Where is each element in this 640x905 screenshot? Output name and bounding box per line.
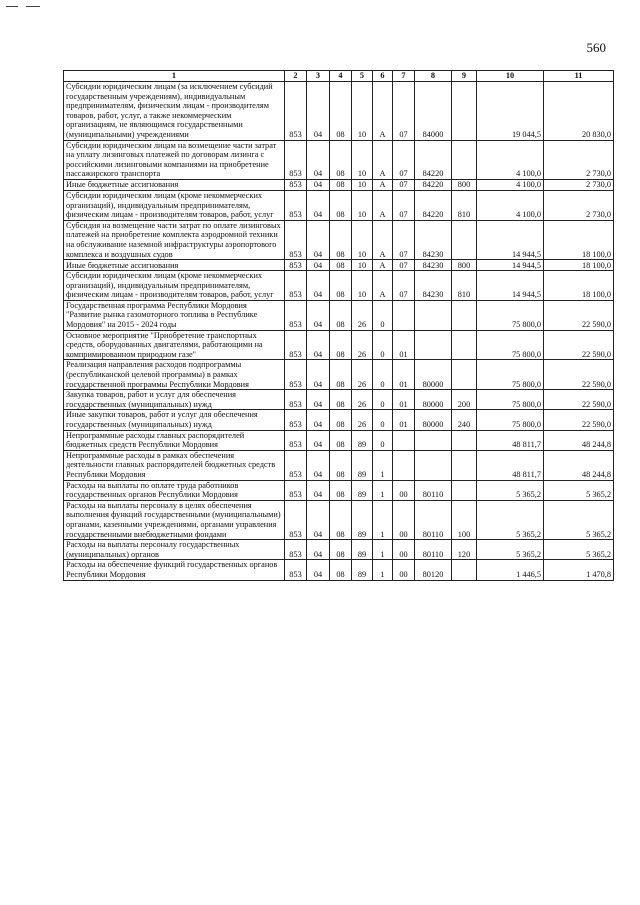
code-direction: 80000 <box>415 360 452 390</box>
code-program: 26 <box>352 410 373 430</box>
scan-mark <box>26 6 40 7</box>
code-direction: 84220 <box>415 190 452 220</box>
code-subprogram: 1 <box>373 560 393 580</box>
table-row <box>64 360 614 390</box>
amount-col-10: 4 100,0 <box>477 140 544 179</box>
code-expense-type <box>452 220 477 259</box>
amount-col-10: 75 800,0 <box>477 410 544 430</box>
table-row <box>64 220 614 259</box>
column-header: 7 <box>393 71 415 82</box>
code-ministry: 853 <box>285 260 307 271</box>
column-header: 5 <box>352 71 373 82</box>
amount-col-10: 14 944,5 <box>477 271 544 301</box>
amount-col-11: 18 100,0 <box>544 271 614 301</box>
code-expense-type: 120 <box>452 540 477 560</box>
column-header: 2 <box>285 71 307 82</box>
code-subprogram: 0 <box>373 300 393 330</box>
amount-col-10: 5 365,2 <box>477 540 544 560</box>
code-expense-type <box>452 450 477 480</box>
code-ministry: 853 <box>285 140 307 179</box>
amount-col-11: 5 365,2 <box>544 480 614 500</box>
row-description: Расходы на обеспечение функций государственных органов Республики Мордовия <box>64 560 285 580</box>
table-row <box>64 450 614 480</box>
amount-col-11: 48 244,8 <box>544 430 614 450</box>
code-program: 10 <box>352 260 373 271</box>
code-expense-type: 810 <box>452 190 477 220</box>
code-subsection: 08 <box>330 271 352 301</box>
table-row <box>64 430 614 450</box>
code-subprogram: А <box>373 140 393 179</box>
code-ministry: 853 <box>285 430 307 450</box>
row-description: Субсидии юридическим лицам (кроме некоммерческих организаций), индивидуальным предпринимателям, физическим лицам - производителям товаров, работ, услуг <box>64 190 285 220</box>
code-ministry: 853 <box>285 390 307 410</box>
code-section: 04 <box>307 450 330 480</box>
code-section: 04 <box>307 220 330 259</box>
code-section: 04 <box>307 271 330 301</box>
amount-col-11: 1 470,8 <box>544 560 614 580</box>
code-event: 07 <box>393 179 415 190</box>
code-expense-type <box>452 330 477 360</box>
amount-col-11: 5 365,2 <box>544 540 614 560</box>
amount-col-11: 22 590,0 <box>544 330 614 360</box>
row-description: Иные бюджетные ассигнования <box>64 179 285 190</box>
code-event <box>393 300 415 330</box>
code-subsection: 08 <box>330 190 352 220</box>
code-subsection: 08 <box>330 220 352 259</box>
column-header: 8 <box>415 71 452 82</box>
code-event: 00 <box>393 540 415 560</box>
code-event: 00 <box>393 480 415 500</box>
code-event: 07 <box>393 190 415 220</box>
code-program: 10 <box>352 271 373 301</box>
column-header: 10 <box>477 71 544 82</box>
code-expense-type: 800 <box>452 179 477 190</box>
table-row <box>64 540 614 560</box>
code-event: 01 <box>393 390 415 410</box>
code-ministry: 853 <box>285 450 307 480</box>
code-ministry: 853 <box>285 300 307 330</box>
code-expense-type <box>452 430 477 450</box>
code-program: 89 <box>352 450 373 480</box>
code-subprogram: А <box>373 220 393 259</box>
table-row <box>64 500 614 539</box>
code-subsection: 08 <box>330 360 352 390</box>
code-subsection: 08 <box>330 560 352 580</box>
code-ministry: 853 <box>285 410 307 430</box>
code-direction: 84230 <box>415 260 452 271</box>
code-section: 04 <box>307 500 330 539</box>
code-subprogram: А <box>373 260 393 271</box>
page-number: 560 <box>586 40 606 55</box>
code-subprogram: 0 <box>373 390 393 410</box>
amount-col-10: 48 811,7 <box>477 450 544 480</box>
code-expense-type <box>452 560 477 580</box>
amount-col-11: 22 590,0 <box>544 410 614 430</box>
table-row <box>64 560 614 580</box>
code-ministry: 853 <box>285 480 307 500</box>
amount-col-11: 2 730,0 <box>544 179 614 190</box>
table-row <box>64 190 614 220</box>
code-direction: 80120 <box>415 560 452 580</box>
amount-col-11: 2 730,0 <box>544 140 614 179</box>
code-ministry: 853 <box>285 271 307 301</box>
code-section: 04 <box>307 430 330 450</box>
code-section: 04 <box>307 330 330 360</box>
code-program: 89 <box>352 560 373 580</box>
code-subsection: 08 <box>330 82 352 141</box>
amount-col-10: 4 100,0 <box>477 190 544 220</box>
amount-col-10: 48 811,7 <box>477 430 544 450</box>
amount-col-10: 19 044,5 <box>477 82 544 141</box>
code-ministry: 853 <box>285 560 307 580</box>
amount-col-10: 4 100,0 <box>477 179 544 190</box>
code-ministry: 853 <box>285 360 307 390</box>
code-expense-type <box>452 140 477 179</box>
code-event <box>393 450 415 480</box>
amount-col-10: 75 800,0 <box>477 330 544 360</box>
amount-col-10: 14 944,5 <box>477 220 544 259</box>
table-row <box>64 390 614 410</box>
amount-col-10: 5 365,2 <box>477 480 544 500</box>
code-event: 00 <box>393 500 415 539</box>
code-expense-type: 800 <box>452 260 477 271</box>
code-subprogram: 1 <box>373 540 393 560</box>
code-subsection: 08 <box>330 390 352 410</box>
amount-col-10: 75 800,0 <box>477 390 544 410</box>
code-subsection: 08 <box>330 500 352 539</box>
code-expense-type: 240 <box>452 410 477 430</box>
code-subprogram: 1 <box>373 480 393 500</box>
code-section: 04 <box>307 410 330 430</box>
code-program: 10 <box>352 220 373 259</box>
code-direction: 84220 <box>415 140 452 179</box>
table-row <box>64 410 614 430</box>
code-subsection: 08 <box>330 430 352 450</box>
code-event <box>393 430 415 450</box>
code-ministry: 853 <box>285 540 307 560</box>
header-row <box>64 71 614 82</box>
code-section: 04 <box>307 300 330 330</box>
code-section: 04 <box>307 360 330 390</box>
code-section: 04 <box>307 540 330 560</box>
code-event: 01 <box>393 360 415 390</box>
code-event: 07 <box>393 82 415 141</box>
row-description: Основное мероприятие "Приобретение транспортных средств, оборудованных двигателями, работающими на компримированном природном газе" <box>64 330 285 360</box>
row-description: Расходы на выплаты персоналу в целях обеспечения выполнения функций государственными (муниципальными) органами, казенными учреждениями, органами управления государственными внебюджетными фондами <box>64 500 285 539</box>
code-direction: 84000 <box>415 82 452 141</box>
row-description: Субсидии юридическим лицам (кроме некоммерческих организаций), индивидуальным предпринимателям, физическим лицам - производителям товаров, работ, услуг <box>64 271 285 301</box>
code-program: 26 <box>352 360 373 390</box>
row-description: Субсидии юридическим лицам (за исключением субсидий государственным учреждениям), индивидуальным предпринимателям, физическим лицам - производителям товаров, работ, услуг, а также некоммерческим организациям, не являющимся государственными (муниципальными) учреждениями <box>64 82 285 141</box>
amount-col-11: 2 730,0 <box>544 190 614 220</box>
code-ministry: 853 <box>285 190 307 220</box>
row-description: Субсидия на возмещение части затрат по оплате лизинговых платежей на приобретение комплекта аэродромной техники на обслуживание наземной инфраструктуры аэропортового комплекса и воздушных судов <box>64 220 285 259</box>
code-section: 04 <box>307 179 330 190</box>
code-program: 26 <box>352 390 373 410</box>
code-subsection: 08 <box>330 330 352 360</box>
code-subsection: 08 <box>330 140 352 179</box>
code-direction: 80000 <box>415 410 452 430</box>
row-description: Государственная программа Республики Мордовия "Развитие рынка газомоторного топлива в Республике Мордовия" на 2015 - 2024 годы <box>64 300 285 330</box>
code-event: 07 <box>393 140 415 179</box>
code-expense-type <box>452 300 477 330</box>
code-direction: 80110 <box>415 540 452 560</box>
code-subsection: 08 <box>330 260 352 271</box>
column-header: 3 <box>307 71 330 82</box>
code-section: 04 <box>307 140 330 179</box>
amount-col-10: 75 800,0 <box>477 300 544 330</box>
table-body <box>64 82 614 581</box>
code-program: 26 <box>352 330 373 360</box>
amount-col-11: 22 590,0 <box>544 300 614 330</box>
row-description: Непрограммные расходы главных распорядителей бюджетных средств Республики Мордовия <box>64 430 285 450</box>
code-subprogram: 0 <box>373 410 393 430</box>
table-row <box>64 140 614 179</box>
code-subsection: 08 <box>330 179 352 190</box>
code-program: 10 <box>352 179 373 190</box>
code-direction <box>415 330 452 360</box>
code-direction <box>415 430 452 450</box>
code-direction <box>415 300 452 330</box>
code-subprogram: А <box>373 179 393 190</box>
table-row <box>64 300 614 330</box>
table-row <box>64 179 614 190</box>
row-description: Расходы на выплаты по оплате труда работников государственных органов Республики Мордовия <box>64 480 285 500</box>
code-ministry: 853 <box>285 330 307 360</box>
amount-col-10: 14 944,5 <box>477 260 544 271</box>
code-subprogram: 1 <box>373 500 393 539</box>
code-subprogram: А <box>373 271 393 301</box>
row-description: Закупка товаров, работ и услуг для обеспечения государственных (муниципальных) нужд <box>64 390 285 410</box>
code-subprogram: 0 <box>373 330 393 360</box>
column-header: 9 <box>452 71 477 82</box>
amount-col-10: 5 365,2 <box>477 500 544 539</box>
code-event: 07 <box>393 271 415 301</box>
code-subprogram: 0 <box>373 430 393 450</box>
scan-mark <box>6 6 18 7</box>
code-expense-type: 100 <box>452 500 477 539</box>
code-subprogram: 1 <box>373 450 393 480</box>
code-direction: 80000 <box>415 390 452 410</box>
code-subsection: 08 <box>330 450 352 480</box>
code-section: 04 <box>307 480 330 500</box>
code-section: 04 <box>307 82 330 141</box>
code-program: 89 <box>352 430 373 450</box>
amount-col-11: 20 830,0 <box>544 82 614 141</box>
code-event: 01 <box>393 330 415 360</box>
column-header: 11 <box>544 71 614 82</box>
code-expense-type <box>452 480 477 500</box>
code-expense-type <box>452 82 477 141</box>
table-row <box>64 82 614 141</box>
row-description: Иные бюджетные ассигнования <box>64 260 285 271</box>
code-direction <box>415 450 452 480</box>
amount-col-11: 18 100,0 <box>544 260 614 271</box>
row-description: Расходы на выплаты персоналу государственных (муниципальных) органов <box>64 540 285 560</box>
amount-col-11: 18 100,0 <box>544 220 614 259</box>
row-description: Субсидии юридическим лицам на возмещение части затрат на уплату лизинговых платежей по договорам лизинга с российскими лизинговыми компаниями на приобретение пассажирского транспорта <box>64 140 285 179</box>
code-section: 04 <box>307 260 330 271</box>
code-program: 89 <box>352 480 373 500</box>
column-header: 4 <box>330 71 352 82</box>
amount-col-11: 48 244,8 <box>544 450 614 480</box>
row-description: Иные закупки товаров, работ и услуг для обеспечения государственных (муниципальных) нужд <box>64 410 285 430</box>
code-event: 01 <box>393 410 415 430</box>
code-section: 04 <box>307 560 330 580</box>
code-expense-type <box>452 360 477 390</box>
code-program: 10 <box>352 82 373 141</box>
code-expense-type: 200 <box>452 390 477 410</box>
code-subsection: 08 <box>330 480 352 500</box>
code-ministry: 853 <box>285 220 307 259</box>
code-subprogram: А <box>373 82 393 141</box>
code-section: 04 <box>307 190 330 220</box>
amount-col-10: 75 800,0 <box>477 360 544 390</box>
table-row <box>64 480 614 500</box>
amount-col-11: 22 590,0 <box>544 390 614 410</box>
code-subsection: 08 <box>330 300 352 330</box>
code-subprogram: 0 <box>373 360 393 390</box>
code-subsection: 08 <box>330 410 352 430</box>
code-direction: 84230 <box>415 220 452 259</box>
code-section: 04 <box>307 390 330 410</box>
code-direction: 80110 <box>415 500 452 539</box>
code-ministry: 853 <box>285 500 307 539</box>
budget-table <box>63 70 614 581</box>
table-row <box>64 260 614 271</box>
table-row <box>64 271 614 301</box>
code-direction: 84220 <box>415 179 452 190</box>
code-direction: 80110 <box>415 480 452 500</box>
code-event: 07 <box>393 260 415 271</box>
code-event: 00 <box>393 560 415 580</box>
code-subprogram: А <box>373 190 393 220</box>
code-program: 89 <box>352 500 373 539</box>
code-expense-type: 810 <box>452 271 477 301</box>
row-description: Непрограммные расходы в рамках обеспечения деятельности главных распорядителей бюджетных средств Республики Мордовия <box>64 450 285 480</box>
amount-col-10: 1 446,5 <box>477 560 544 580</box>
code-ministry: 853 <box>285 179 307 190</box>
code-ministry: 853 <box>285 82 307 141</box>
code-program: 89 <box>352 540 373 560</box>
column-header: 1 <box>64 71 285 82</box>
code-subsection: 08 <box>330 540 352 560</box>
code-program: 10 <box>352 140 373 179</box>
row-description: Реализация направления расходов подпрограммы (республиканской целевой программы) в рамках государственной программы Республики Мордовия <box>64 360 285 390</box>
column-header: 6 <box>373 71 393 82</box>
code-event: 07 <box>393 220 415 259</box>
amount-col-11: 5 365,2 <box>544 500 614 539</box>
amount-col-11: 22 590,0 <box>544 360 614 390</box>
code-program: 10 <box>352 190 373 220</box>
code-direction: 84230 <box>415 271 452 301</box>
table-row <box>64 330 614 360</box>
code-program: 26 <box>352 300 373 330</box>
